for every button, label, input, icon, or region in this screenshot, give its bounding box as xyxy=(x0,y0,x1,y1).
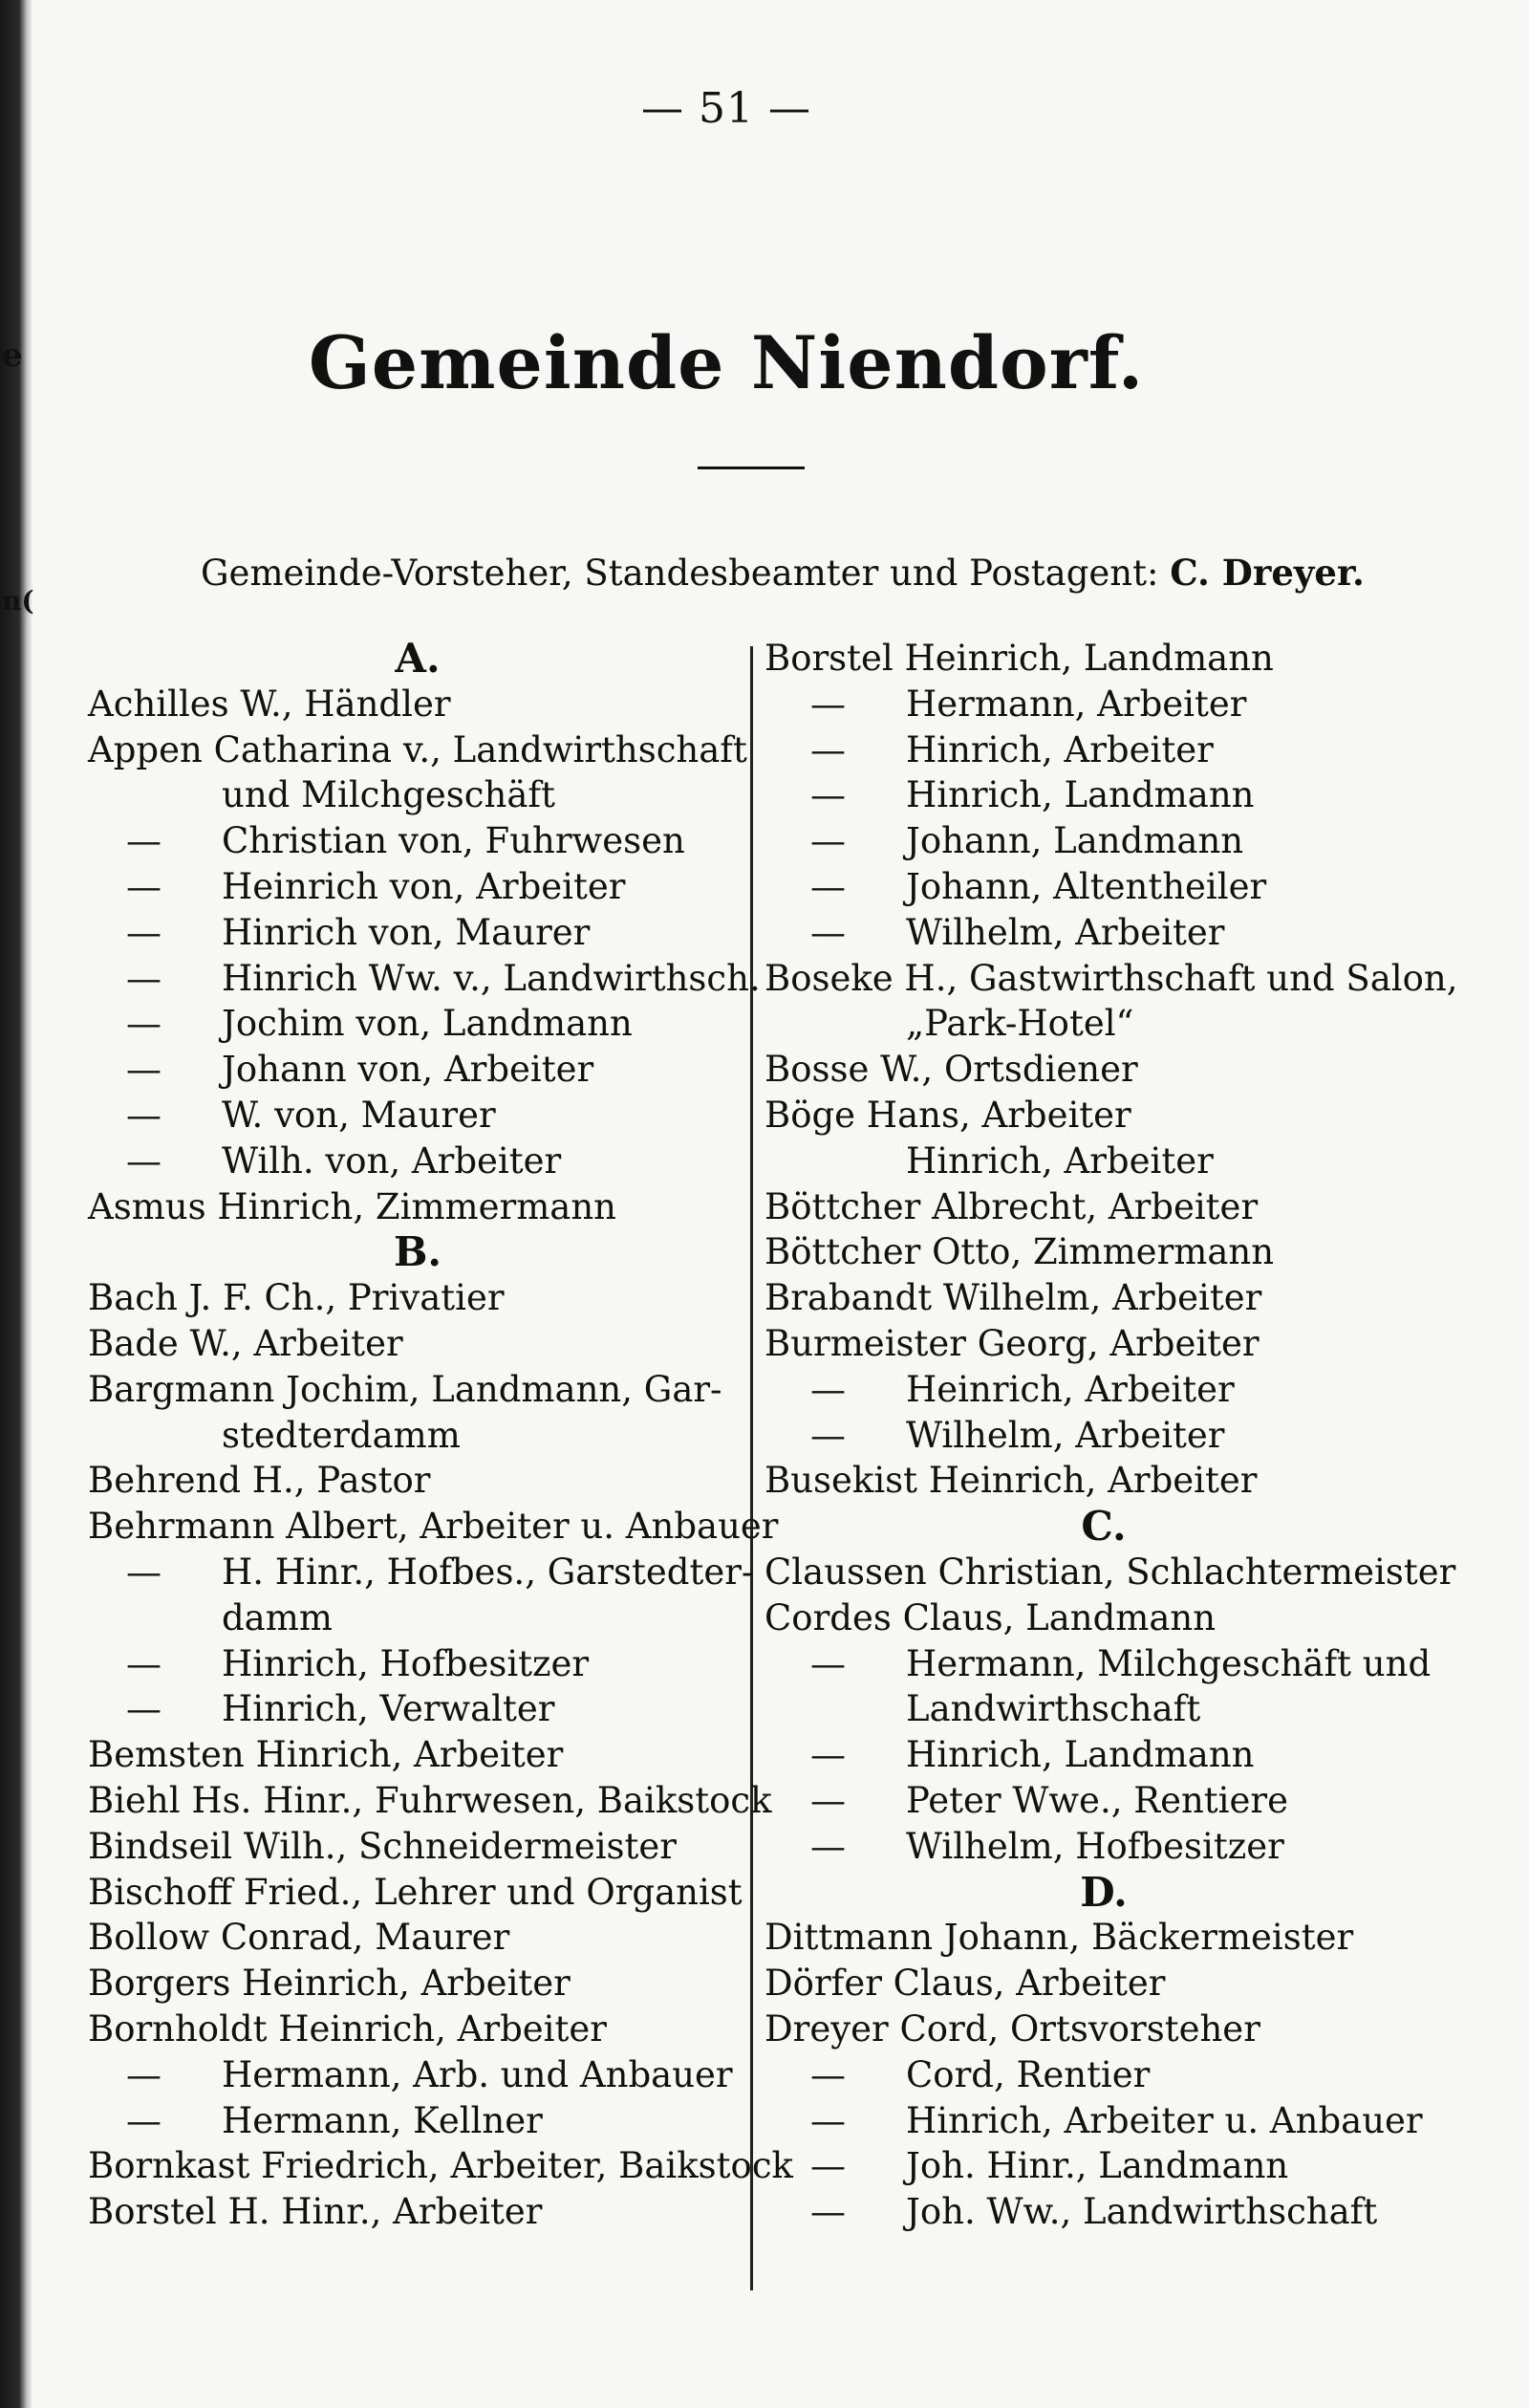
entry-text: Hinrich, Arbeiter xyxy=(906,728,1214,770)
officials-prefix: Gemeinde-Vorsteher, Standesbeamter und Postagent: xyxy=(201,553,1159,594)
entry-text: Joh. Ww., Landwirthschaft xyxy=(906,2191,1378,2233)
entry-text: Peter Wwe., Rentiere xyxy=(906,1779,1288,1821)
entry-text: Hinrich, Landmann xyxy=(906,1734,1255,1776)
section-letter-text: C. xyxy=(1081,1503,1127,1551)
directory-subentry xyxy=(764,1778,1443,1824)
entry-text: Borstel Heinrich, Landmann xyxy=(764,638,1274,679)
directory-entry xyxy=(764,1184,1443,1230)
directory-subentry xyxy=(764,1367,1443,1413)
ditto-dash: — xyxy=(126,1642,162,1684)
section-letter xyxy=(764,1504,1443,1550)
directory-entry xyxy=(88,727,747,773)
entry-text: Hermann, Kellner xyxy=(222,2099,543,2141)
entry-text: Hinrich, Verwalter xyxy=(222,1688,555,1730)
officials-line xyxy=(201,552,1365,594)
entry-continuation xyxy=(88,1595,747,1641)
entry-text: Bindseil Wilh., Schneidermeister xyxy=(88,1825,677,1867)
edge-fragment: n( xyxy=(2,585,34,617)
ditto-dash: — xyxy=(810,1779,846,1821)
entry-text: Dreyer Cord, Ortsvorsteher xyxy=(764,2007,1260,2050)
directory-entry xyxy=(764,1550,1456,1595)
directory-entry xyxy=(88,2007,747,2052)
entry-text: „Park-Hotel“ xyxy=(906,1003,1134,1045)
ditto-dash: — xyxy=(126,1688,162,1730)
directory-entry xyxy=(88,1504,779,1550)
ditto-dash: — xyxy=(126,2099,162,2141)
ditto-dash: — xyxy=(810,2145,846,2187)
directory-entry xyxy=(764,1275,1443,1321)
entry-text: Heinrich, Arbeiter xyxy=(906,1368,1235,1410)
directory-subentry xyxy=(764,910,1443,956)
directory-subentry xyxy=(88,864,747,910)
ditto-dash: — xyxy=(810,2191,846,2233)
ditto-dash: — xyxy=(126,865,162,907)
directory-subentry xyxy=(88,1641,747,1687)
left-column xyxy=(88,635,793,2235)
entry-text: Hermann, Arb. und Anbauer xyxy=(222,2053,733,2095)
entry-text: Bornholdt Heinrich, Arbeiter xyxy=(88,2007,607,2050)
entry-text: Hermann, Arbeiter xyxy=(906,683,1247,725)
directory-entry xyxy=(88,1870,747,1916)
ditto-dash: — xyxy=(810,2099,846,2141)
page-title: Gemeinde Niendorf. xyxy=(308,320,1145,405)
ditto-dash: — xyxy=(810,1642,846,1684)
ditto-dash: — xyxy=(810,774,846,816)
ditto-dash: — xyxy=(126,957,162,999)
directory-entry xyxy=(764,636,1443,682)
entry-text: Jochim von, Landmann xyxy=(222,1003,633,1045)
directory-entry xyxy=(764,1915,1443,1961)
entry-continuation xyxy=(88,772,747,818)
directory-subentry xyxy=(764,2052,1443,2098)
directory-entry xyxy=(88,1458,747,1504)
entry-text: Bemsten Hinrich, Arbeiter xyxy=(88,1734,564,1776)
entry-text: Johann, Landmann xyxy=(906,820,1244,862)
page-number: — 51 — xyxy=(641,84,811,133)
entry-text: Bade W., Arbeiter xyxy=(88,1322,403,1364)
directory-entry xyxy=(764,1458,1443,1504)
entry-text: Johann von, Arbeiter xyxy=(222,1049,594,1091)
entry-text: Borstel H. Hinr., Arbeiter xyxy=(88,2191,543,2233)
entry-text: Landwirthschaft xyxy=(906,1688,1201,1730)
entry-text: Wilh. von, Arbeiter xyxy=(222,1139,562,1182)
entry-continuation xyxy=(764,1139,1443,1184)
directory-subentry xyxy=(764,2098,1443,2144)
directory-entry xyxy=(88,1732,747,1778)
ditto-dash: — xyxy=(126,1003,162,1045)
officials-name: C. Dreyer. xyxy=(1170,552,1365,594)
entry-text: Bosse W., Ortsdiener xyxy=(764,1049,1138,1091)
directory-entry xyxy=(764,2007,1443,2052)
entry-text: Heinrich von, Arbeiter xyxy=(222,865,626,907)
ditto-dash: — xyxy=(126,1551,162,1593)
entry-text: Hinrich, Landmann xyxy=(906,774,1255,816)
directory-subentry xyxy=(88,1093,747,1139)
title-rule xyxy=(698,466,805,469)
ditto-dash: — xyxy=(810,1825,846,1867)
section-letter-text: A. xyxy=(395,635,441,682)
entry-text: Claussen Christian, Schlachtermeister xyxy=(764,1551,1456,1593)
directory-subentry xyxy=(764,1732,1443,1778)
entry-text: Böttcher Otto, Zimmermann xyxy=(764,1231,1275,1273)
ditto-dash: — xyxy=(810,2053,846,2095)
entry-text: Borgers Heinrich, Arbeiter xyxy=(88,1963,571,2005)
entry-text: Achilles W., Händler xyxy=(88,683,451,725)
directory-subentry xyxy=(764,1641,1443,1687)
entry-text: Appen Catharina v., Landwirthschaft xyxy=(88,728,747,770)
directory-subentry xyxy=(88,1001,747,1047)
directory-subentry xyxy=(764,727,1443,773)
entry-text: Böge Hans, Arbeiter xyxy=(764,1094,1131,1136)
entry-text: Wilhelm, Hofbesitzer xyxy=(906,1825,1284,1867)
entry-text: Busekist Heinrich, Arbeiter xyxy=(764,1460,1258,1502)
entry-text: Bornkast Friedrich, Arbeiter, Baikstock xyxy=(88,2145,793,2187)
section-letter-text: B. xyxy=(393,1228,442,1276)
entry-text: stedterdamm xyxy=(222,1414,461,1456)
entry-text: Asmus Hinrich, Zimmermann xyxy=(88,1185,616,1227)
entry-text: Böttcher Albrecht, Arbeiter xyxy=(764,1185,1259,1227)
entry-text: Joh. Hinr., Landmann xyxy=(906,2145,1289,2187)
directory-entry xyxy=(764,1321,1443,1367)
directory-entry xyxy=(764,1961,1443,2007)
ditto-dash: — xyxy=(126,1094,162,1136)
entry-text: Hinrich, Arbeiter u. Anbauer xyxy=(906,2099,1423,2141)
entry-text: Biehl Hs. Hinr., Fuhrwesen, Baikstock xyxy=(88,1779,772,1821)
section-letter xyxy=(88,636,747,682)
directory-subentry xyxy=(764,1824,1443,1870)
directory-subentry xyxy=(764,2143,1443,2189)
directory-entry xyxy=(88,682,747,727)
ditto-dash: — xyxy=(810,820,846,862)
directory-subentry xyxy=(764,864,1443,910)
entry-text: Bargmann Jochim, Landmann, Gar- xyxy=(88,1368,722,1410)
entry-text: H. Hinr., Hofbes., Garstedter- xyxy=(222,1551,754,1593)
directory-subentry xyxy=(88,956,761,1002)
entry-text: Bollow Conrad, Maurer xyxy=(88,1917,510,1959)
entry-text: Hinrich von, Maurer xyxy=(222,911,591,953)
ditto-dash: — xyxy=(126,911,162,953)
entry-text: damm xyxy=(222,1596,333,1638)
ditto-dash: — xyxy=(810,865,846,907)
ditto-dash: — xyxy=(810,1734,846,1776)
section-letter xyxy=(764,1870,1443,1916)
directory-entry xyxy=(88,2143,793,2189)
directory-entry xyxy=(88,1961,747,2007)
directory-subentry xyxy=(764,682,1443,727)
directory-entry xyxy=(88,1824,747,1870)
ditto-dash: — xyxy=(810,683,846,725)
directory-entry xyxy=(764,956,1458,1002)
entry-text: Bischoff Fried., Lehrer und Organist xyxy=(88,1871,743,1913)
ditto-dash: — xyxy=(810,1368,846,1410)
directory-entry xyxy=(764,1093,1443,1139)
directory-entry xyxy=(764,1047,1443,1093)
directory-entry xyxy=(88,1915,747,1961)
entry-text: Burmeister Georg, Arbeiter xyxy=(764,1322,1260,1364)
entry-text: Wilhelm, Arbeiter xyxy=(906,911,1225,953)
ditto-dash: — xyxy=(810,728,846,770)
directory-subentry xyxy=(88,1686,747,1732)
entry-text: Behrend H., Pastor xyxy=(88,1460,431,1502)
entry-continuation xyxy=(764,1686,1443,1732)
entry-continuation xyxy=(764,1001,1443,1047)
ditto-dash: — xyxy=(126,2053,162,2095)
directory-entry xyxy=(88,1778,772,1824)
directory-subentry xyxy=(764,2189,1443,2235)
directory-subentry xyxy=(764,1413,1443,1459)
directory-subentry xyxy=(88,910,747,956)
entry-text: Cordes Claus, Landmann xyxy=(764,1596,1217,1638)
entry-continuation xyxy=(88,1413,747,1459)
entry-text: Wilhelm, Arbeiter xyxy=(906,1414,1225,1456)
section-letter-text: D. xyxy=(1080,1868,1128,1916)
column-divider xyxy=(750,646,753,2290)
ditto-dash: — xyxy=(126,820,162,862)
entry-text: Hinrich, Hofbesitzer xyxy=(222,1642,590,1684)
entry-text: Brabandt Wilhelm, Arbeiter xyxy=(764,1277,1262,1319)
directory-subentry xyxy=(88,2052,747,2098)
entry-text: Hinrich Ww. v., Landwirthsch. xyxy=(222,957,761,999)
directory-entry xyxy=(88,1321,747,1367)
directory-entry xyxy=(88,1184,747,1230)
section-letter xyxy=(88,1229,747,1275)
directory-subentry xyxy=(88,1047,747,1093)
entry-text: Christian von, Fuhrwesen xyxy=(222,820,685,862)
entry-text: Johann, Altentheiler xyxy=(906,865,1267,907)
entry-text: und Milchgeschäft xyxy=(222,774,555,816)
edge-fragment: e xyxy=(2,336,23,375)
directory-subentry xyxy=(88,1550,754,1595)
directory-entry xyxy=(88,1275,747,1321)
entry-text: Dörfer Claus, Arbeiter xyxy=(764,1963,1166,2005)
directory-subentry xyxy=(88,1139,747,1184)
entry-text: Behrmann Albert, Arbeiter u. Anbauer xyxy=(88,1506,779,1548)
ditto-dash: — xyxy=(810,1414,846,1456)
directory-subentry xyxy=(88,818,747,864)
directory-subentry xyxy=(764,818,1443,864)
directory-entry xyxy=(764,1595,1443,1641)
directory-subentry xyxy=(764,772,1443,818)
directory-subentry xyxy=(88,2098,747,2144)
entry-text: W. von, Maurer xyxy=(222,1094,496,1136)
ditto-dash: — xyxy=(126,1139,162,1182)
entry-text: Bach J. F. Ch., Privatier xyxy=(88,1277,505,1319)
directory-entry xyxy=(88,2189,747,2235)
ditto-dash: — xyxy=(810,911,846,953)
right-column xyxy=(764,636,1458,2235)
entry-text: Hermann, Milchgeschäft und xyxy=(906,1642,1432,1684)
directory-entry xyxy=(88,1367,747,1413)
directory-entry xyxy=(764,1229,1443,1275)
entry-text: Hinrich, Arbeiter xyxy=(906,1139,1214,1182)
entry-text: Dittmann Johann, Bäckermeister xyxy=(764,1917,1354,1959)
ditto-dash: — xyxy=(126,1049,162,1091)
entry-text: Cord, Rentier xyxy=(906,2053,1151,2095)
entry-text: Boseke H., Gastwirthschaft und Salon, xyxy=(764,957,1458,999)
